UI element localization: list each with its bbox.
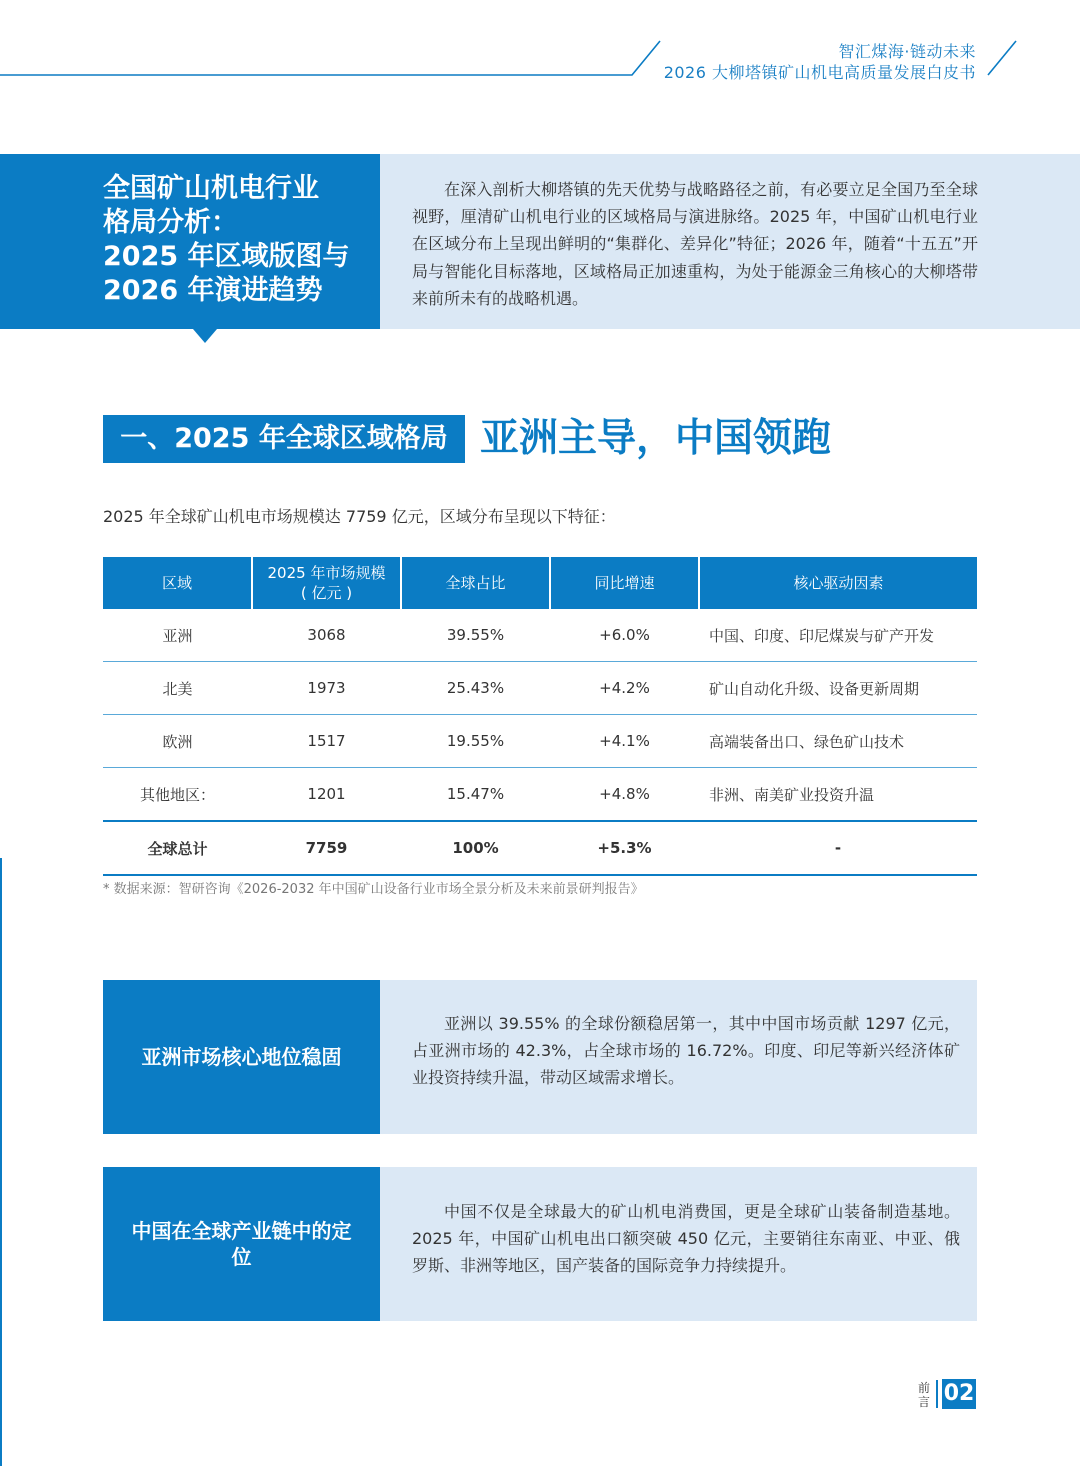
table-cell: 7759 <box>252 821 401 875</box>
table-cell: 欧洲 <box>103 715 252 768</box>
page-number: 02 <box>942 1379 976 1409</box>
table-cell: +4.2% <box>550 662 699 715</box>
table-cell: 矿山自动化升级、设备更新周期 <box>699 662 977 715</box>
section-label: 一、2025 年全球区域格局 <box>103 415 465 463</box>
intro-heading <box>103 172 378 308</box>
table-row <box>103 715 977 768</box>
insight-card-head <box>103 1167 380 1321</box>
insight-card-text: 中国不仅是全球最大的矿山机电消费国，更是全球矿山装备制造基地。2025 年，中国矿山机电出口额突破 450 亿元，主要销往东南亚、中亚、俄罗斯、非洲等地区，国产装备的国际竞争力持续提升。 <box>412 1202 960 1276</box>
table-cell: 北美 <box>103 662 252 715</box>
table-cell: 1517 <box>252 715 401 768</box>
header-slogan: 智汇煤海·链动未来 <box>838 42 976 61</box>
table-cell: +4.1% <box>550 715 699 768</box>
region-market-table <box>103 557 977 876</box>
table-header-cell: 同比增速 <box>550 557 699 609</box>
insight-card-head <box>103 980 380 1134</box>
intro-heading-line: 全国矿山机电行业 <box>103 173 319 204</box>
section-lead-text: 2025 年全球矿山机电市场规模达 7759 亿元，区域分布呈现以下特征： <box>103 507 616 526</box>
data-source-note: * 数据来源：智研咨询《2026-2032 年中国矿山设备行业市场全景分析及未来前景研判报告》 <box>103 882 644 897</box>
table-cell: 非洲、南美矿业投资升温 <box>699 768 977 822</box>
intro-heading-line: 2026 年演进趋势 <box>103 275 323 306</box>
table-header-row <box>103 557 977 609</box>
intro-pointer-triangle <box>193 329 217 343</box>
table-cell: 100% <box>401 821 550 875</box>
table-row <box>103 609 977 662</box>
intro-paragraph: 在深入剖析大柳塔镇的先天优势与战略路径之前，有必要立足全国乃至全球视野，厘清矿山机电行业的区域格局与演进脉络。2025 年，中国矿山机电行业在区域分布上呈现出鲜明的“集群化、差异化”特征；2026 年，随着“十五五”开局与智能化目标落地，区域格局正加速重构，为处于能源金三角核心的大柳塔带来前所未有的战略机遇。 <box>412 180 978 308</box>
footer-divider <box>936 1380 938 1408</box>
footer-section-label: 前言 <box>918 1381 931 1409</box>
insight-card-title: 亚洲市场核心地位稳固 <box>141 1045 342 1069</box>
table-cell: 15.47% <box>401 768 550 822</box>
table-header-cell: 核心驱动因素 <box>699 557 977 609</box>
table-header-cell <box>252 557 401 609</box>
table-cell: 其他地区： <box>103 768 252 822</box>
table-cell: 19.55% <box>401 715 550 768</box>
table-cell: 1973 <box>252 662 401 715</box>
table-cell: 3068 <box>252 609 401 662</box>
intro-heading-line: 2025 年区域版图与 <box>103 241 350 272</box>
table-cell: 高端装备出口、绿色矿山技术 <box>699 715 977 768</box>
table-cell: +6.0% <box>550 609 699 662</box>
table-cell: +5.3% <box>550 821 699 875</box>
table-cell: +4.8% <box>550 768 699 822</box>
table-cell: 全球总计 <box>103 821 252 875</box>
table-row <box>103 768 977 822</box>
intro-heading-line: 格局分析： <box>103 207 238 238</box>
section-headline: 亚洲主导，中国领跑 <box>480 416 832 461</box>
table-cell: 39.55% <box>401 609 550 662</box>
table-header-line: 2025 年市场规模 <box>267 564 386 582</box>
table-header-cell: 区域 <box>103 557 252 609</box>
table-cell: 亚洲 <box>103 609 252 662</box>
table-cell: 中国、印度、印尼煤炭与矿产开发 <box>699 609 977 662</box>
table-cell: 25.43% <box>401 662 550 715</box>
table-cell: 1201 <box>252 768 401 822</box>
table-header-line: ( 亿元 ) <box>300 584 353 602</box>
table-total-row <box>103 821 977 875</box>
header-document-title: 2026 大柳塔镇矿山机电高质量发展白皮书 <box>663 63 976 82</box>
left-edge-line <box>0 858 2 1466</box>
table-header-cell: 全球占比 <box>401 557 550 609</box>
table-row <box>103 662 977 715</box>
insight-card-title: 中国在全球产业链中的定位 <box>131 1219 352 1269</box>
table-cell: - <box>699 821 977 875</box>
insight-card-text: 亚洲以 39.55% 的全球份额稳居第一，其中中国市场贡献 1297 亿元，占亚洲市场的 42.3%，占全球市场的 16.72%。印度、印尼等新兴经济体矿业投资持续升温，带动区域需求增长。 <box>412 1014 960 1088</box>
